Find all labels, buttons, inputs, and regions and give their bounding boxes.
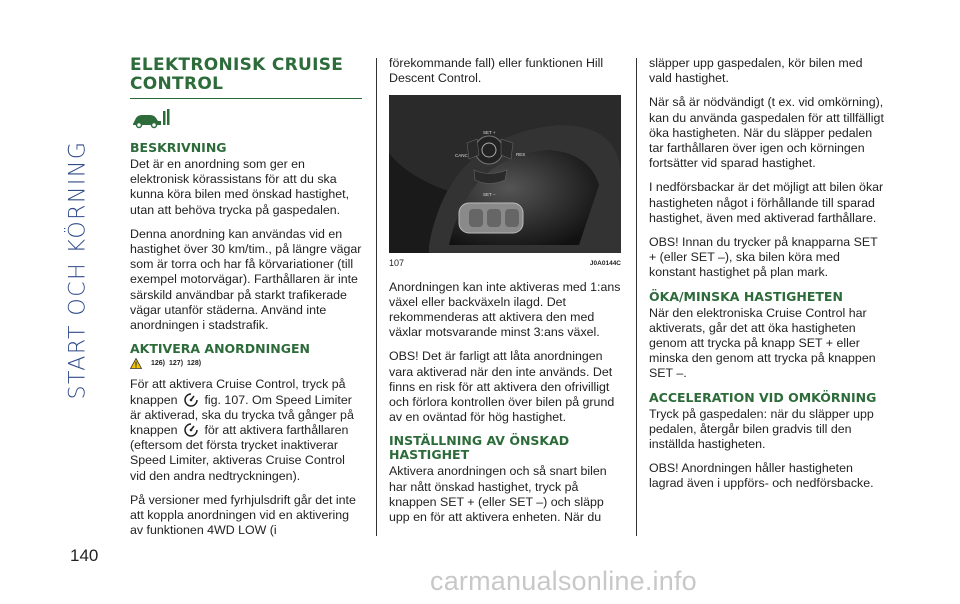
column-1 [130, 56, 362, 547]
column-2 [389, 56, 621, 534]
warning-references [130, 356, 362, 371]
paragraph: I nedförsbackar är det möjligt att bilen ökar hastigheten något i förhållande till sparad hastighet, även med aktiverad farthållare. [649, 180, 884, 225]
figure-steering-wheel-controls [389, 95, 621, 253]
heading-acceleration: ACCELERATION VID OMKÖRNING [649, 389, 877, 405]
text-fragment: För att aktivera Cruise Control, tryck på knappen [130, 377, 346, 407]
heading-oka-minska: ÖKA/MINSKA HASTIGHETEN [649, 288, 843, 304]
vehicle-feature-icon-row [130, 107, 362, 129]
column-divider [636, 58, 637, 536]
cruise-car-icon [130, 107, 172, 129]
figure-code: J0A0144C [589, 260, 621, 268]
text-fragment: fig. 107. Om Speed Limiter är aktiverad, ska du trycka två gånger på knappen [130, 392, 354, 438]
reference-number[interactable]: 128) [187, 360, 202, 368]
cruise-control-button-icon [184, 423, 198, 437]
paragraph: OBS! Innan du trycker på knapparna SET + (eller SET –), ska bilen köra med konstant hastighet på plan mark. [649, 235, 878, 280]
label-res: RES [516, 152, 526, 158]
column-3 [649, 56, 885, 501]
cruise-control-button-icon [184, 393, 198, 407]
paragraph: När så är nödvändigt (t ex. vid omkörning), kan du använda gaspedalen för att tillfälligt öka hastigheten. När du släpper pedalen tar farthållaren över igen och körningen fortsätter vid sparad hastighet. [649, 95, 884, 171]
paragraph: OBS! Anordningen håller hastigheten lagrad även i uppförs- och nedförsbacke. [649, 461, 874, 491]
page-number: 140 [70, 546, 99, 565]
paragraph: OBS! Det är farligt att låta anordningen vara aktiverad när den inte används. Det finns en risk för att aktivera den ofrivilligt och förlora kontrollen över bilen på grund av en oväntad för hög hastighet. [389, 349, 615, 425]
paragraph: På versioner med fyrhjulsdrift går det inte att koppla anordningen vid en aktivering av funktionen 4WD LOW (i [130, 492, 356, 538]
reference-number[interactable]: 127) [169, 360, 184, 368]
paragraph: förekommande fall) eller funktionen Hill Descent Control. [389, 56, 604, 86]
figure-number: 107 [389, 258, 405, 269]
section-title: ELEKTRONISK CRUISE CONTROL [130, 56, 362, 99]
paragraph: Anordningen kan inte aktiveras med 1:ans växel eller backväxeln ilagd. Det rekommenderas att aktivera den med växlar motsvarande minst 3:ans växel. [389, 279, 621, 340]
paragraph: När den elektroniska Cruise Control har aktiverats, går det att öka hastigheten genom att trycka på knapp SET + eller minska den genom att trycka på knappen SET –. [649, 305, 876, 381]
paragraph: Det är en anordning som ger en elektronisk körassistans för att du ska kunna köra bilen med önskad hastighet, utan att behöva trycka på gaspedalen. [130, 157, 350, 217]
warning-triangle-icon [130, 358, 142, 369]
heading-aktivera: AKTIVERA ANORDNINGEN [130, 341, 310, 357]
paragraph: Tryck på gaspedalen: när du släpper upp pedalen, återgår bilen gradvis till den inställda hastigheten. [649, 406, 874, 452]
figure-caption [389, 256, 621, 271]
text-fragment: för att aktivera farthållaren (eftersom det första trycket inaktiverar Speed Limiter, aktiveras Cruise Control vid den andra nedtryckningen). [130, 423, 349, 483]
column-divider [376, 58, 377, 536]
steering-wheel-photo [389, 95, 621, 253]
paragraph: Aktivera anordningen och så snart bilen har nått önskad hastighet, tryck på knappen SET + (eller SET –) och släpp upp en för att aktivera enheten. När du [389, 464, 607, 525]
paragraph: släpper upp gaspedalen, kör bilen med vald hastighet. [649, 56, 863, 86]
heading-installning: INSTÄLLNING AV ÖNSKAD HASTIGHET [389, 433, 570, 463]
label-set-plus: SET + [483, 130, 496, 136]
label-set-minus: SET – [483, 192, 496, 198]
chapter-title: START OCH KÖRNING [65, 140, 91, 400]
label-canc: CANC [455, 153, 468, 159]
watermark: carmanualsonline.info [430, 566, 697, 596]
paragraph: Denna anordning kan användas vid en hastighet över 30 km/tim., på längre vägar som är torra och har få körvariationer (till exempel motorvägar). Farthållaren är inte särskild användbar på starkt trafikerade vägar utanför städerna. Använd inte anordningen i stadstrafik. [130, 226, 362, 333]
heading-beskrivning: BESKRIVNING [130, 140, 227, 155]
reference-number[interactable]: 126) [151, 360, 166, 368]
paragraph [130, 377, 362, 483]
